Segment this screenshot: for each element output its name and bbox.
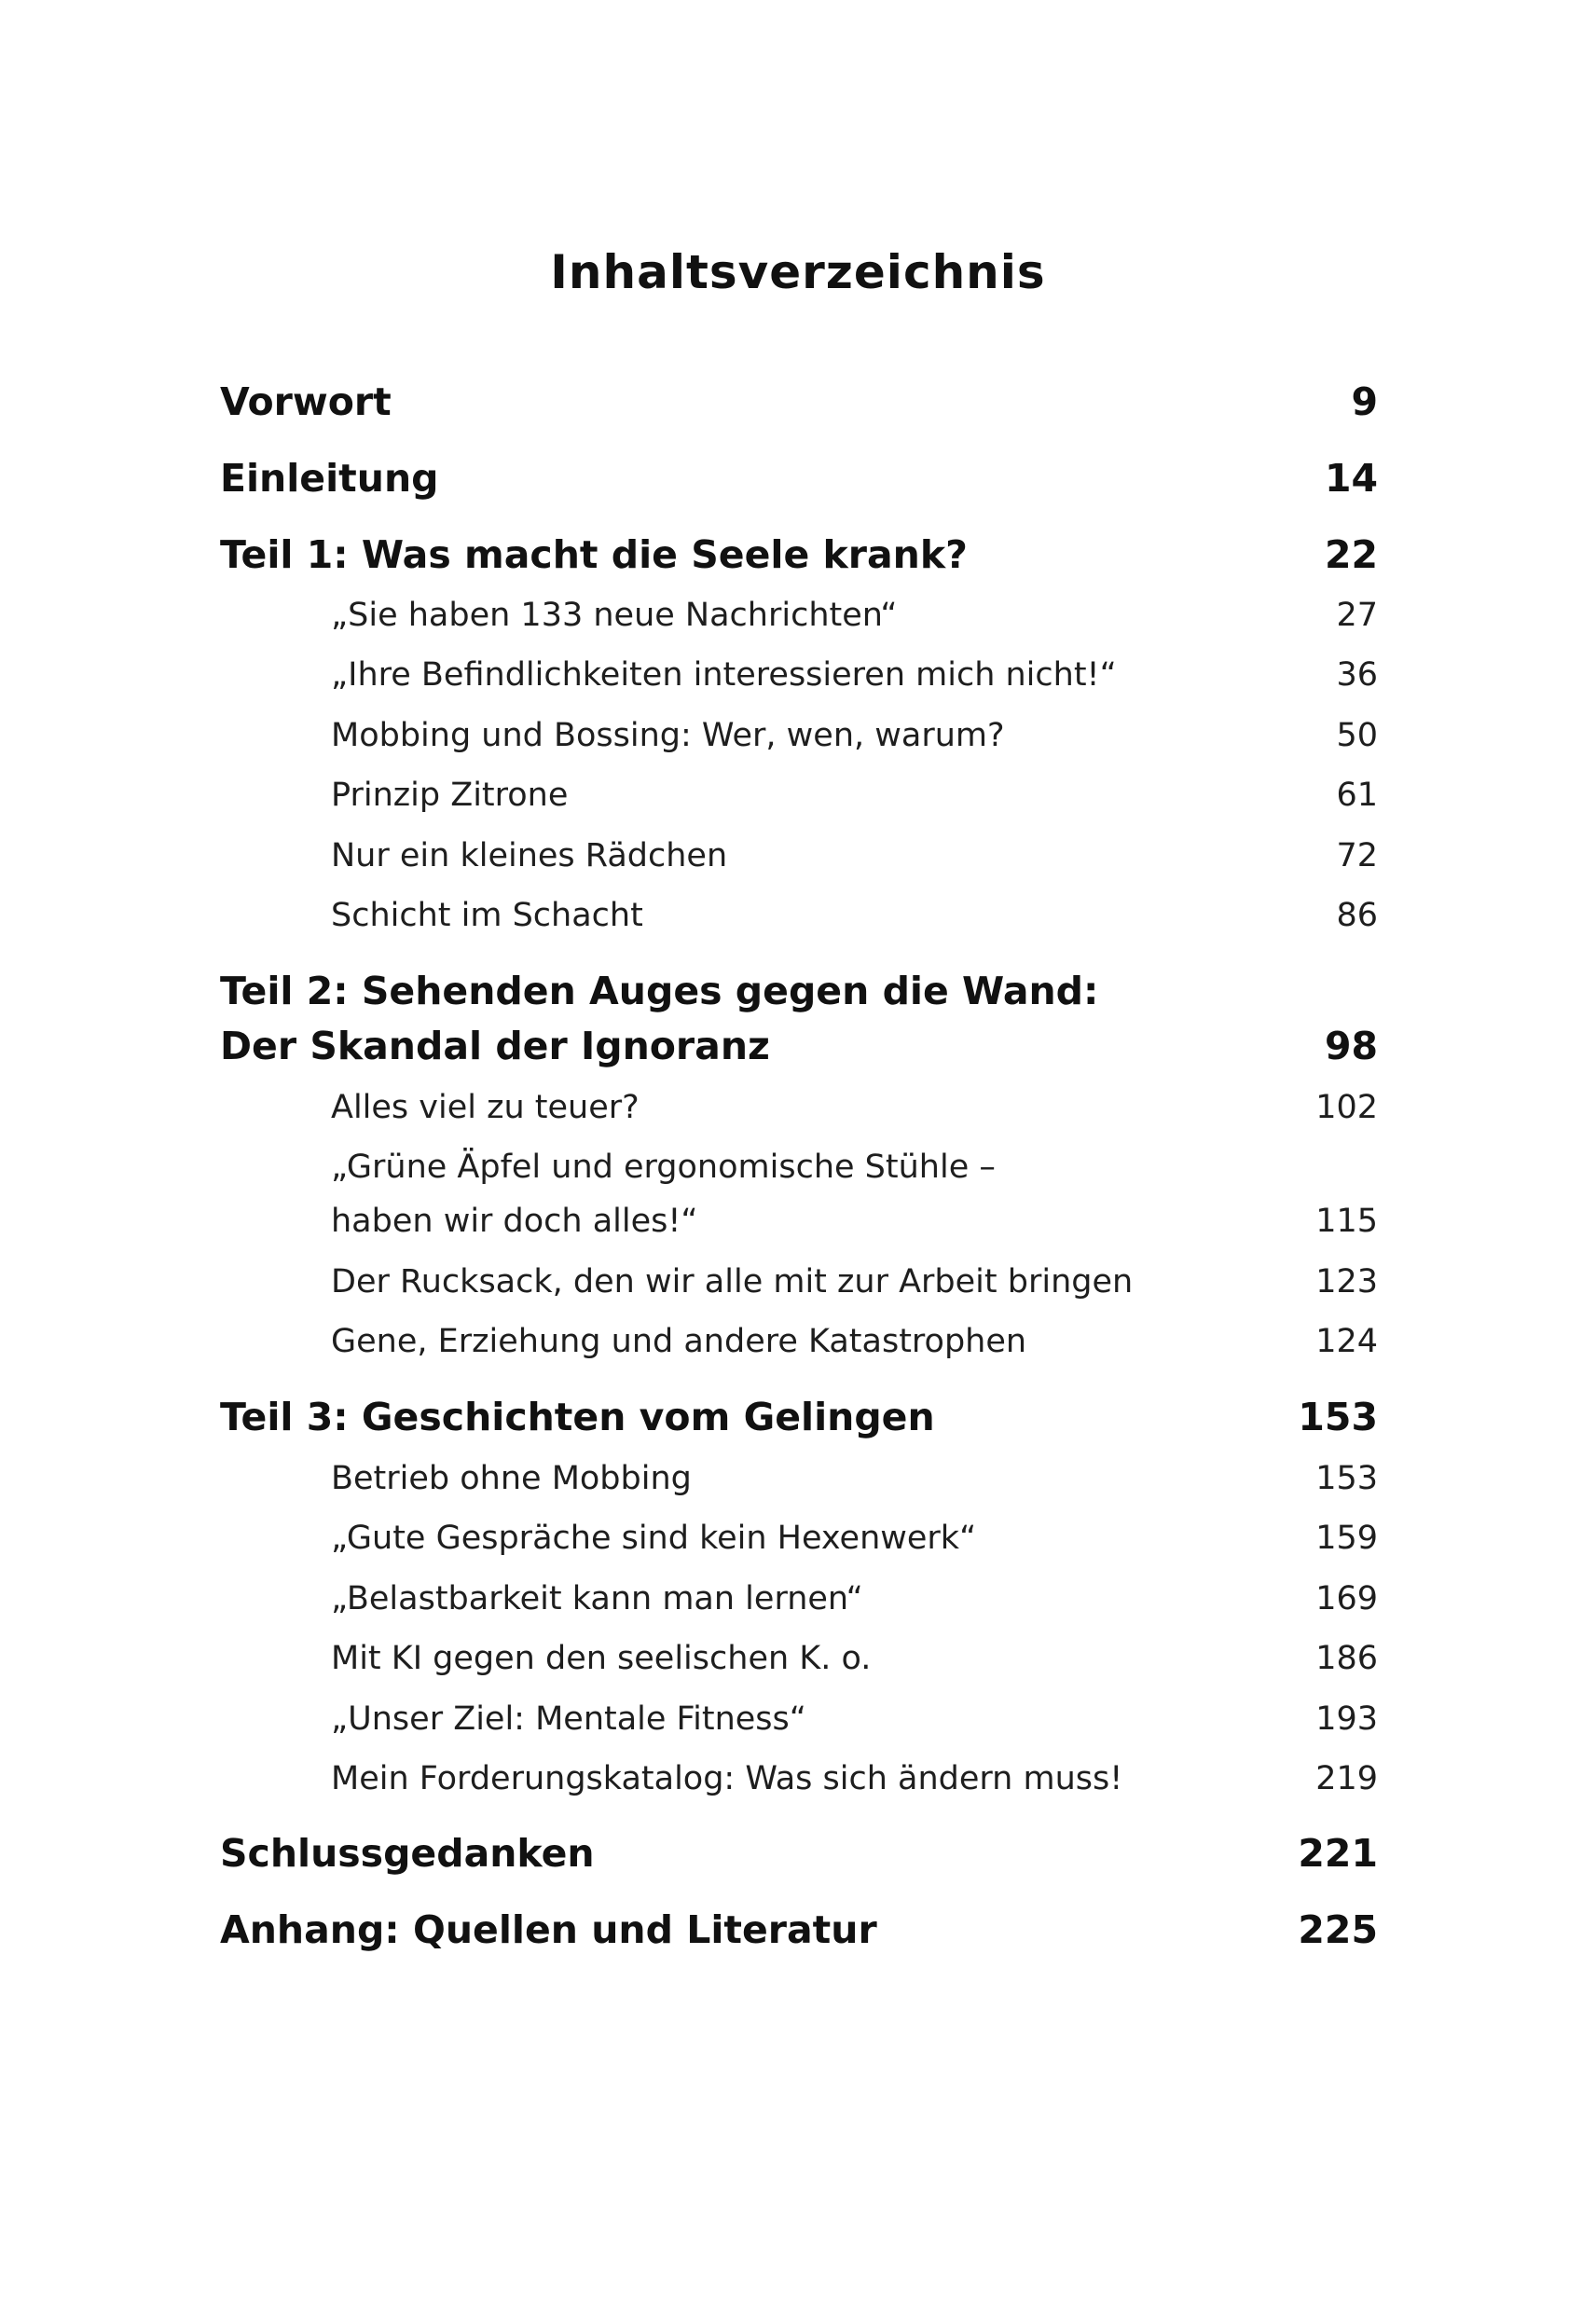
toc-entry-title: Teil 3: Geschichten vom Gelingen [220, 1395, 935, 1439]
toc-subentry-page: 72 [1336, 837, 1378, 874]
toc-entry-einleitung[interactable] [220, 450, 1378, 506]
toc-subentry-title: Prinzip Zitrone [331, 777, 569, 814]
toc-subentry-page: 169 [1315, 1580, 1378, 1617]
toc-subentry-title: haben wir doch alles!“ [331, 1203, 698, 1240]
toc-subentry-title: Mein Forderungskatalog: Was sich ändern muss! [331, 1760, 1123, 1797]
toc-subentry-page: 193 [1315, 1700, 1378, 1738]
toc-subentry[interactable] [331, 709, 1378, 763]
toc-entry-title: Teil 1: Was macht die Seele krank? [220, 532, 968, 577]
toc-subentry[interactable] [331, 829, 1378, 883]
toc-entry-page: 225 [1298, 1907, 1378, 1952]
toc-entry-anhang[interactable] [220, 1902, 1378, 1958]
toc-subentry-title: „Sie haben 133 neue Nachrichten“ [331, 597, 898, 634]
toc-entry-page: 14 [1324, 456, 1378, 501]
toc-entry-title: Teil 2: Sehenden Auges gegen die Wand: [220, 969, 1099, 1013]
toc-subentry-page: 115 [1315, 1203, 1378, 1240]
toc-subentry-page: 124 [1315, 1323, 1378, 1360]
toc-subentry[interactable] [331, 1692, 1378, 1746]
toc-subentry-title: „Gute Gespräche sind kein Hexenwerk“ [331, 1520, 977, 1557]
toc-subentry-page: 123 [1315, 1263, 1378, 1300]
toc-subentry[interactable] [331, 1255, 1378, 1309]
toc-subentry-line-1[interactable] [331, 1140, 1378, 1194]
toc-subentry-title: „Belastbarkeit kann man lernen“ [331, 1580, 863, 1617]
toc-subentry-page: 61 [1336, 777, 1378, 814]
toc-subentry-page: 186 [1315, 1640, 1378, 1677]
toc-subentry-title: „Ihre Befindlichkeiten interessieren mich nicht!“ [331, 656, 1117, 694]
toc-entry-page: 98 [1324, 1024, 1378, 1068]
toc-subentry-title: Nur ein kleines Rädchen [331, 837, 728, 874]
toc-subentry-title: Betrieb ohne Mobbing [331, 1460, 692, 1497]
toc-entry-vorwort[interactable] [220, 374, 1378, 430]
toc-subentry-page: 102 [1315, 1089, 1378, 1126]
toc-entry-title: Schlussgedanken [220, 1831, 595, 1876]
toc-subentry-page: 159 [1315, 1520, 1378, 1557]
toc-entry-teil-1[interactable] [220, 527, 1378, 583]
toc-entry-page: 221 [1298, 1831, 1378, 1876]
toc-entry-schlussgedanken[interactable] [220, 1825, 1378, 1881]
toc-subentry[interactable] [331, 1511, 1378, 1565]
toc-subentry[interactable] [331, 648, 1378, 702]
toc-subentry-page: 219 [1315, 1760, 1378, 1797]
toc-subentry[interactable] [331, 1752, 1378, 1806]
toc-subentry[interactable] [331, 1452, 1378, 1506]
toc-subentry[interactable] [331, 888, 1378, 943]
toc-entry-title: Vorwort [220, 379, 392, 424]
toc-subentry-page: 36 [1336, 656, 1378, 694]
toc-subentry[interactable] [331, 588, 1378, 642]
toc-subentry-page: 86 [1336, 897, 1378, 934]
page-title: Inhaltsverzeichnis [550, 244, 1046, 299]
toc-subentry-title: Schicht im Schacht [331, 897, 643, 934]
toc-subentry[interactable] [331, 1080, 1378, 1135]
toc-subentry-title: Alles viel zu teuer? [331, 1089, 640, 1126]
toc-subentry[interactable] [331, 1572, 1378, 1626]
toc-subentry[interactable] [331, 1194, 1378, 1248]
toc-entry-title: Der Skandal der Ignoranz [220, 1024, 770, 1068]
toc-subentry-title: Der Rucksack, den wir alle mit zur Arbeit bringen [331, 1263, 1134, 1300]
toc-subentry-page: 27 [1336, 597, 1378, 634]
toc-entry-page: 9 [1351, 379, 1378, 424]
toc-subentry[interactable] [331, 1314, 1378, 1369]
toc-entry-teil-2-line-1[interactable] [220, 963, 1378, 1019]
toc-subentry[interactable] [331, 768, 1378, 822]
toc-entry-teil-2[interactable] [220, 1018, 1378, 1074]
toc-entry-page: 153 [1298, 1395, 1378, 1439]
toc-subentry-page: 153 [1315, 1460, 1378, 1497]
toc-subentry-title: „Grüne Äpfel und ergonomische Stühle – [331, 1149, 996, 1186]
toc-subentry-page: 50 [1336, 717, 1378, 754]
toc-subentry-title: „Unser Ziel: Mentale Fitness“ [331, 1700, 806, 1738]
toc-subentry[interactable] [331, 1631, 1378, 1686]
toc-subentry-title: Mobbing und Bossing: Wer, wen, warum? [331, 717, 1005, 754]
toc-entry-page: 22 [1324, 532, 1378, 577]
toc-entry-title: Einleitung [220, 456, 439, 501]
toc-subentry-title: Gene, Erziehung und andere Katastrophen [331, 1323, 1027, 1360]
toc-entry-title: Anhang: Quellen und Literatur [220, 1907, 877, 1952]
toc-subentry-title: Mit KI gegen den seelischen K. o. [331, 1640, 872, 1677]
toc-entry-teil-3[interactable] [220, 1389, 1378, 1445]
